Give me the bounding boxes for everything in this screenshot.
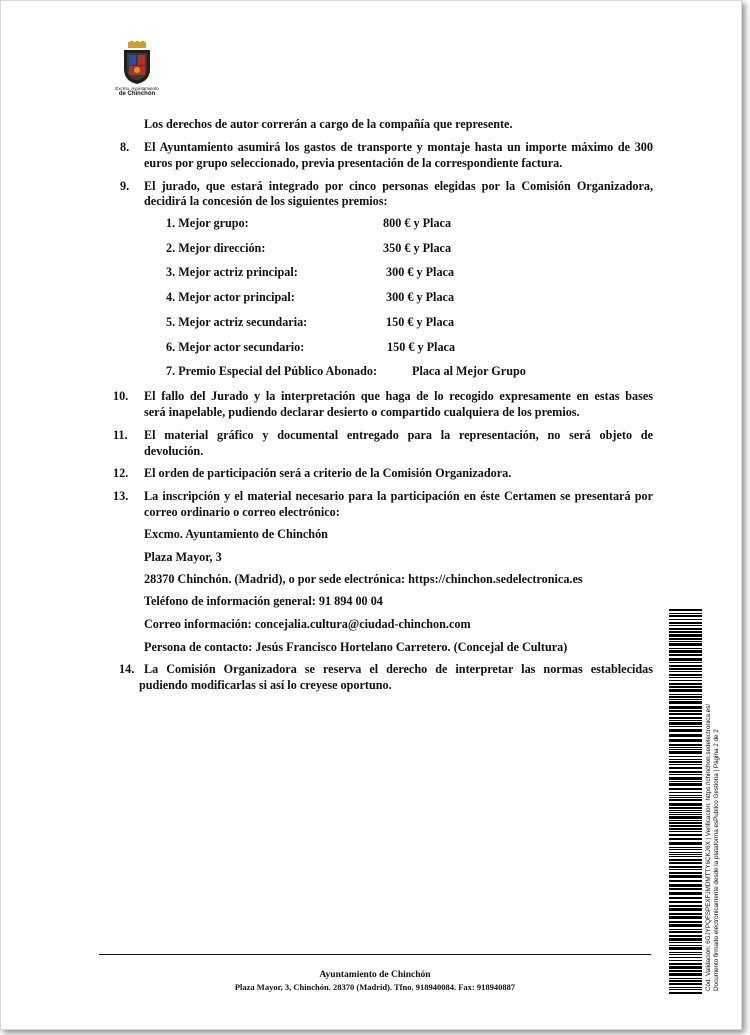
- barcode-bar: [669, 880, 702, 882]
- footer-divider: [99, 954, 651, 955]
- barcode-bar: [669, 831, 702, 832]
- barcode-bar: [669, 856, 702, 857]
- contact-line: Plaza Mayor, 3: [144, 550, 222, 564]
- barcode-bar: [669, 916, 702, 919]
- prize-value: 300 € y Placa: [386, 290, 455, 304]
- barcode-bar: [669, 734, 702, 737]
- barcode-bar: [669, 713, 702, 715]
- barcode-bar: [669, 613, 702, 614]
- barcode-bar: [669, 756, 702, 757]
- barcode-bar: [669, 761, 702, 763]
- barcode-bar: [669, 797, 702, 798]
- item-number: 8.: [120, 140, 130, 154]
- barcode-bar: [669, 641, 702, 642]
- item-line: El fallo del Jurado y la interpretación que haga de lo recogido expresamente en estas bases: [144, 389, 653, 403]
- prize-label: 1. Mejor grupo:: [166, 216, 249, 230]
- item-number: 11.: [113, 428, 128, 442]
- barcode-bar: [669, 875, 702, 878]
- validation-barcode: [669, 609, 702, 994]
- barcode-bar: [669, 847, 702, 848]
- barcode-bar: [669, 729, 702, 732]
- barcode-bar: [669, 677, 702, 678]
- barcode-bar: [669, 781, 702, 782]
- barcode-bar: [669, 696, 702, 698]
- barcode-bar: [669, 913, 702, 915]
- barcode-bar: [669, 822, 702, 824]
- barcode-bar: [669, 812, 702, 813]
- barcode-bar: [669, 884, 702, 887]
- barcode-bar: [669, 680, 702, 681]
- barcode-bar: [669, 722, 702, 725]
- barcode-bar: [669, 945, 702, 946]
- logo-line-2: de Chinchón: [118, 91, 156, 97]
- barcode-bar: [669, 803, 702, 806]
- barcode-bar: [669, 795, 702, 796]
- prize-value: 300 € y Placa: [386, 265, 455, 279]
- barcode-bar: [669, 749, 702, 750]
- prize-value: Placa al Mejor Grupo: [412, 364, 526, 378]
- barcode-bar: [669, 849, 702, 850]
- barcode-bar: [669, 622, 702, 624]
- barcode-bar: [669, 792, 702, 793]
- barcode-bar: [669, 807, 702, 809]
- barcode-bar: [669, 648, 702, 649]
- barcode-bar: [669, 650, 702, 653]
- prize-value: 150 € y Placa: [387, 340, 456, 354]
- barcode-bar: [669, 694, 702, 695]
- barcode-bar: [669, 938, 702, 941]
- prize-label: 3. Mejor actriz principal:: [166, 265, 298, 279]
- barcode-bar: [669, 980, 702, 982]
- barcode-bar: [669, 960, 702, 961]
- item-line: euros por grupo seleccionado, previa presentación de la correspondiente factura.: [144, 156, 563, 170]
- contact-line: 28370 Chinchón. (Madrid), o por sede electrónica: https://chinchon.sedelectronica.es: [144, 572, 583, 586]
- barcode-bar: [669, 643, 702, 646]
- barcode-bar: [669, 897, 702, 899]
- barcode-bar: [669, 825, 702, 827]
- item-line: La Comisión Organizadora se reserva el derecho de interpretar las normas establecidas: [144, 662, 653, 676]
- barcode-bar: [669, 654, 702, 656]
- item-line: devolución.: [144, 444, 204, 458]
- barcode-bar: [669, 931, 702, 933]
- barcode-bar: [669, 872, 702, 874]
- prize-label: 5. Mejor actriz secundaria:: [166, 315, 308, 329]
- barcode-bar: [669, 987, 702, 988]
- item-line: La inscripción y el material necesario para la participación en éste Certamen se presentará por: [144, 489, 653, 503]
- barcode-bar: [669, 706, 702, 709]
- barcode-bar: [669, 710, 702, 712]
- item-number: 10.: [113, 389, 129, 403]
- barcode-bar: [669, 631, 702, 633]
- barcode-bar: [669, 978, 702, 979]
- barcode-bar: [669, 869, 702, 870]
- barcode-bar: [669, 921, 702, 923]
- contact-line: Correo información: concejalia.cultura@ciudad-chinchon.com: [144, 617, 471, 631]
- contact-line: Teléfono de información general: 91 894 00 04: [144, 594, 383, 608]
- item-number: 12.: [113, 466, 129, 480]
- logo-line-1: Excmo. Ayuntamiento: [115, 86, 159, 91]
- barcode-bar: [669, 739, 702, 742]
- barcode-bar: [669, 942, 702, 943]
- barcode-bar: [669, 989, 702, 990]
- barcode-bar: [669, 689, 702, 692]
- barcode-bar: [669, 747, 702, 748]
- contact-line: Excmo. Ayuntamiento de Chinchón: [144, 527, 328, 541]
- barcode-bar: [669, 947, 702, 950]
- prize-label: 4. Mejor actor principal:: [166, 290, 295, 304]
- prize-label: 2. Mejor dirección:: [166, 241, 266, 255]
- barcode-bar: [669, 771, 702, 773]
- prize-label: 7. Premio Especial del Público Abonado:: [166, 364, 378, 378]
- validation-text: [705, 601, 721, 991]
- barcode-bar: [669, 665, 702, 667]
- barcode-bar: [669, 957, 702, 958]
- barcode-bar: [669, 935, 702, 937]
- contact-line: Persona de contacto: Jesús Francisco Hortelano Carretero. (Concejal de Cultura): [144, 640, 568, 654]
- barcode-bar: [669, 615, 702, 617]
- barcode-bar: [669, 662, 702, 663]
- barcode-bar: [669, 952, 702, 953]
- barcode-bar: [669, 834, 702, 836]
- barcode-bar: [669, 892, 702, 895]
- validation-code-line: Cód. Validación: 6GJYPQFSPEXFJMDMTTY6CKJ6X | Verificación: https://chinchon.sedelectronica.es/: [705, 703, 712, 991]
- prize-value: 150 € y Placa: [386, 315, 455, 329]
- town-logo: [109, 41, 165, 98]
- item-number: 9.: [120, 179, 130, 193]
- barcode-bar: [669, 619, 702, 620]
- barcode-bar: [669, 628, 702, 630]
- barcode-bar: [669, 699, 702, 700]
- item-line: El material gráfico y documental entregado para la representación, no será objeto de: [144, 428, 653, 442]
- barcode-bar: [669, 767, 702, 769]
- item-line: será inapelable, pudiendo declarar desierto o compartido cualquiera de los premios.: [144, 405, 580, 419]
- barcode-bar: [669, 983, 702, 985]
- barcode-bar: [669, 726, 702, 727]
- footer-title: Ayuntamiento de Chinchón: [319, 970, 431, 980]
- barcode-bar: [669, 966, 702, 969]
- barcode-bar: [669, 929, 702, 930]
- barcode-bar: [669, 954, 702, 955]
- prize-label: 6. Mejor actor secundario:: [166, 340, 305, 354]
- item-line: correo ordinario o correo electrónico:: [144, 505, 340, 519]
- prize-value: 350 € y Placa: [383, 241, 452, 255]
- barcode-bar: [669, 744, 702, 746]
- barcode-bar: [669, 609, 702, 611]
- barcode-bar: [669, 859, 702, 861]
- barcode-bar: [669, 992, 702, 994]
- barcode-bar: [669, 759, 702, 760]
- barcode-bar: [669, 686, 702, 688]
- item-line: pudiendo modificarlas si así lo creyese oportuno.: [139, 678, 392, 692]
- barcode-bar: [669, 838, 702, 840]
- barcode-bar: [669, 866, 702, 868]
- barcode-bar: [669, 777, 702, 780]
- barcode-bar: [669, 963, 702, 965]
- barcode-bar: [669, 842, 702, 845]
- barcode-bar: [669, 720, 702, 721]
- barcode-bar: [669, 683, 702, 685]
- barcode-bar: [669, 852, 702, 853]
- barcode-bar: [669, 638, 702, 640]
- barcode-bar: [669, 814, 702, 815]
- barcode-bar: [669, 862, 702, 864]
- barcode-bar: [669, 924, 702, 927]
- item-line: El orden de participación será a criterio de la Comisión Organizadora.: [144, 466, 512, 480]
- barcode-bar: [669, 783, 702, 786]
- barcode-bar: [669, 908, 702, 911]
- barcode-bar: [669, 828, 702, 830]
- barcode-bar: [669, 788, 702, 790]
- barcode-bar: [669, 973, 702, 976]
- barcode-bar: [669, 764, 702, 765]
- barcode-bar: [669, 634, 702, 637]
- signature-note-line: Documento firmado electrónicamente desde la plataforma esPublico Gestiona | Página 2 de 2: [713, 729, 720, 991]
- coat-of-arms-icon: [122, 41, 152, 85]
- barcode-bar: [669, 901, 702, 903]
- footer-address: Plaza Mayor, 3, Chinchón. 28370 (Madrid). Tfno. 918940084. Fax: 918940887: [234, 982, 516, 992]
- barcode-bar: [669, 820, 702, 821]
- barcode-bar: [669, 888, 702, 890]
- barcode-bar: [669, 625, 702, 626]
- prize-value: 800 € y Placa: [383, 216, 452, 230]
- barcode-bar: [669, 658, 702, 661]
- barcode-bar: [669, 799, 702, 801]
- barcode-bar: [669, 970, 702, 972]
- item-number: 14.: [119, 662, 135, 676]
- barcode-bar: [669, 751, 702, 754]
- barcode-bar: [669, 816, 702, 819]
- barcode-bar: [669, 674, 702, 676]
- item-line: El jurado, que estará integrado por cinco personas elegidas por la Comisión Organizadora,: [144, 179, 653, 193]
- barcode-bar: [669, 701, 702, 704]
- barcode-bar: [669, 774, 702, 775]
- barcode-bar: [669, 717, 702, 719]
- item-line: decidirá la concesión de los siguientes premios:: [144, 194, 388, 208]
- barcode-bar: [669, 810, 702, 811]
- barcode-bar: [669, 905, 702, 907]
- barcode-bar: [669, 668, 702, 670]
- intro-text: Los derechos de autor correrán a cargo de la compañía que represente.: [144, 117, 513, 131]
- item-line: El Ayuntamiento asumirá los gastos de transporte y montaje hasta un importe máximo de 300: [144, 140, 653, 154]
- item-number: 13.: [113, 489, 129, 503]
- barcode-bar: [669, 671, 702, 672]
- barcode-bar: [669, 854, 702, 855]
